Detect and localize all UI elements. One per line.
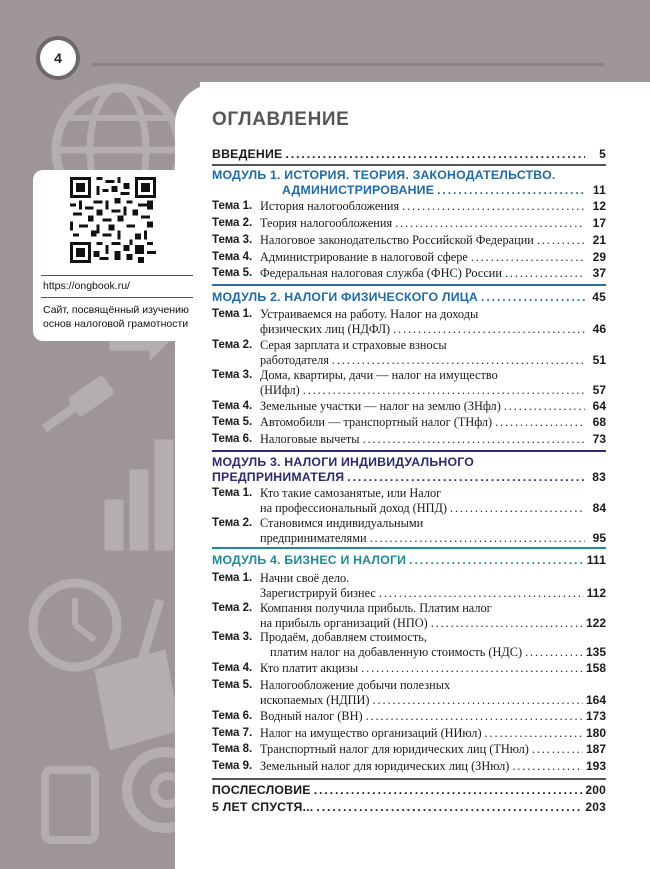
topic-title: Налог на имущество организаций (НИюл) — [260, 726, 482, 740]
topic-label: Тема 6. — [212, 433, 253, 445]
toc-topic[interactable] — [212, 266, 606, 281]
header-rule — [92, 63, 604, 66]
page-ref: 187 — [585, 742, 606, 756]
topic-title-line2: на профессиональный доход (НПД) — [260, 500, 447, 515]
toc-topic[interactable] — [212, 199, 606, 214]
toc-afterword[interactable] — [212, 783, 606, 798]
topic-label: Тема 2. — [212, 339, 253, 351]
topic-title-line1: Налогообложение добычи полезных — [260, 678, 451, 692]
topic-label: Тема 6. — [212, 710, 253, 722]
topic-title-line1: Кто такие самозанятые, или Налог — [260, 486, 442, 500]
toc-title: ОГЛАВЛЕНИЕ — [212, 109, 350, 130]
section-title: 5 ЛЕТ СПУСТЯ... — [212, 800, 314, 814]
topic-label: Тема 3. — [212, 234, 253, 246]
page-ref: 83 — [592, 469, 606, 484]
toc-topic[interactable] — [212, 415, 606, 430]
topic-title-line1: Становимся индивидуальными — [260, 516, 424, 530]
page-ref: 5 — [599, 147, 606, 161]
page-ref: 158 — [585, 661, 606, 675]
module-heading[interactable] — [212, 290, 606, 305]
toc-topic[interactable] — [212, 399, 606, 414]
section-divider — [212, 284, 606, 286]
module-title-line2: ПРЕДПРИНИМАТЕЛЯ — [212, 469, 345, 484]
topic-title-line1: Начни своё дело. — [260, 571, 350, 585]
page-ref: 173 — [585, 709, 606, 723]
toc-topic[interactable] — [212, 630, 606, 659]
topic-title: Налоговые вычеты — [260, 432, 360, 446]
toc-topic[interactable] — [212, 233, 606, 248]
toc-topic[interactable] — [212, 516, 606, 545]
toc-topic[interactable] — [212, 678, 606, 707]
topic-title: Земельный налог для юридических лиц (ЗНюл) — [260, 759, 510, 773]
topic-label: Тема 9. — [212, 760, 253, 772]
qr-divider — [41, 275, 193, 276]
topic-label: Тема 5. — [212, 416, 253, 428]
topic-title-line1: Дома, квартиры, дачи — налог на имущество — [260, 368, 498, 382]
section-divider — [212, 778, 606, 780]
toc-intro[interactable] — [212, 147, 606, 162]
module-title-line1: МОДУЛЬ 3. НАЛОГИ ИНДИВИДУАЛЬНОГО — [212, 455, 475, 469]
topic-label: Тема 2. — [212, 602, 253, 614]
page-ref: 73 — [592, 432, 606, 446]
topic-title-line2: платим налог на добавленную стоимость (НДС) — [270, 644, 523, 659]
qr-divider — [41, 297, 193, 298]
toc-topic[interactable] — [212, 742, 606, 757]
topic-title-line1: Продаём, добавляем стоимость, — [260, 630, 427, 644]
page-ref: 17 — [592, 216, 606, 230]
topic-title: Автомобили — транспортный налог (ТНфл) — [260, 415, 493, 429]
page-ref: 64 — [592, 399, 606, 413]
section-divider — [212, 450, 606, 452]
clipboard-icon — [45, 770, 95, 840]
module-heading[interactable] — [212, 455, 606, 484]
page-ref: 51 — [592, 352, 606, 367]
toc-topic[interactable] — [212, 709, 606, 724]
topic-title-line1: Серая зарплата и страховые взносы — [260, 338, 447, 352]
toc-topic[interactable] — [212, 726, 606, 741]
topic-label: Тема 1. — [212, 487, 253, 499]
qr-url-link[interactable]: https://ongbook.ru/ — [43, 280, 130, 292]
module-title: МОДУЛЬ 4. БИЗНЕС И НАЛОГИ — [212, 553, 407, 567]
topic-title-line2: работодателя — [260, 352, 329, 367]
page-ref: 95 — [592, 530, 606, 545]
toc-topic[interactable] — [212, 368, 606, 397]
bar-chart-icon — [130, 470, 148, 550]
page-ref: 57 — [592, 382, 606, 397]
topic-label: Тема 5. — [212, 267, 253, 279]
page-ref: 46 — [592, 321, 606, 336]
page-number: 4 — [36, 36, 80, 80]
page-ref: 68 — [592, 415, 606, 429]
topic-title: Налоговое законодательство Российской Федерации — [260, 233, 534, 247]
topic-label: Тема 4. — [212, 400, 253, 412]
topic-label: Тема 2. — [212, 517, 253, 529]
topic-title: Федеральная налоговая служба (ФНС) России — [260, 266, 502, 280]
toc-topic[interactable] — [212, 759, 606, 774]
topic-title: Водный налог (ВН) — [260, 709, 363, 723]
topic-label: Тема 5. — [212, 679, 253, 691]
toc-topic[interactable] — [212, 338, 606, 367]
section-divider — [212, 547, 606, 549]
toc-topic[interactable] — [212, 601, 606, 630]
section-title: ПОСЛЕСЛОВИЕ — [212, 783, 311, 797]
topic-title-line2: (НИфл) — [260, 382, 300, 397]
section-divider — [212, 164, 606, 166]
topic-title: Администрирование в налоговой сфере — [260, 250, 468, 264]
qr-card — [33, 170, 193, 341]
module-heading[interactable] — [212, 168, 606, 197]
page-ref: 122 — [585, 615, 606, 630]
page-ref: 111 — [586, 553, 606, 567]
topic-title: Кто платит акцизы — [260, 661, 359, 675]
toc-topic[interactable] — [212, 432, 606, 447]
page-ref: 164 — [585, 692, 606, 707]
topic-title-line1: Компания получила прибыль. Платим налог — [260, 601, 492, 615]
topic-title-line2: Зарегистрируй бизнес — [260, 585, 376, 600]
topic-title: Транспортный налог для юридических лиц (ТНюл) — [260, 742, 529, 756]
toc-topic[interactable] — [212, 307, 606, 336]
page-ref: 37 — [592, 266, 606, 280]
topic-title: Земельные участки — налог на землю (ЗНфл) — [260, 399, 501, 413]
page-ref: 45 — [592, 290, 606, 304]
qr-code-icon[interactable] — [70, 177, 156, 263]
page-ref: 21 — [592, 233, 606, 247]
topic-label: Тема 3. — [212, 631, 253, 643]
page-ref: 84 — [592, 500, 606, 515]
topic-label: Тема 8. — [212, 743, 253, 755]
toc-topic[interactable] — [212, 661, 606, 676]
topic-label: Тема 1. — [212, 308, 253, 320]
topic-title: Теория налогообложения — [260, 216, 393, 230]
topic-label: Тема 2. — [212, 217, 253, 229]
topic-title: История налогообложения — [260, 199, 400, 213]
topic-label: Тема 4. — [212, 662, 253, 674]
topic-label: Тема 1. — [212, 200, 253, 212]
decorative-illustration — [0, 0, 200, 869]
topic-title-line2: предпринимателями — [260, 530, 367, 545]
toc-topic[interactable] — [212, 571, 606, 600]
page-ref: 135 — [585, 644, 606, 659]
topic-label: Тема 4. — [212, 251, 253, 263]
toc-topic[interactable] — [212, 250, 606, 265]
page-ref: 112 — [586, 585, 606, 600]
page-ref: 12 — [592, 199, 606, 213]
module-title-line2: АДМИНИСТРИРОВАНИЕ — [282, 182, 435, 197]
module-title-line1: МОДУЛЬ 1. ИСТОРИЯ. ТЕОРИЯ. ЗАКОНОДАТЕЛЬСТВО. — [212, 168, 556, 182]
topic-title-line2: на прибыль организаций (НПО) — [260, 615, 428, 630]
module-heading[interactable] — [212, 553, 606, 568]
topic-title-line2: физических лиц (НДФЛ) — [260, 321, 391, 336]
toc-five-years-later[interactable] — [212, 800, 606, 815]
topic-label: Тема 7. — [212, 727, 253, 739]
topic-label: Тема 3. — [212, 369, 253, 381]
page-ref: 11 — [592, 182, 606, 197]
page-ref: 29 — [592, 250, 606, 264]
module-title: МОДУЛЬ 2. НАЛОГИ ФИЗИЧЕСКОГО ЛИЦА — [212, 290, 479, 304]
page-ref: 203 — [585, 800, 606, 814]
page-ref: 180 — [585, 726, 606, 740]
topic-title-line2: ископаемых (НДПИ) — [260, 692, 370, 707]
section-title: ВВЕДЕНИЕ — [212, 147, 283, 161]
topic-label: Тема 1. — [212, 572, 253, 584]
toc-topic[interactable] — [212, 216, 606, 231]
qr-description: Сайт, посвящённый изучению основ налоговой грамотности — [43, 304, 189, 330]
topic-title-line1: Устраиваемся на работу. Налог на доходы — [260, 307, 479, 321]
page-ref: 200 — [585, 783, 606, 797]
toc-topic[interactable] — [212, 486, 606, 515]
page-ref: 193 — [585, 759, 606, 773]
